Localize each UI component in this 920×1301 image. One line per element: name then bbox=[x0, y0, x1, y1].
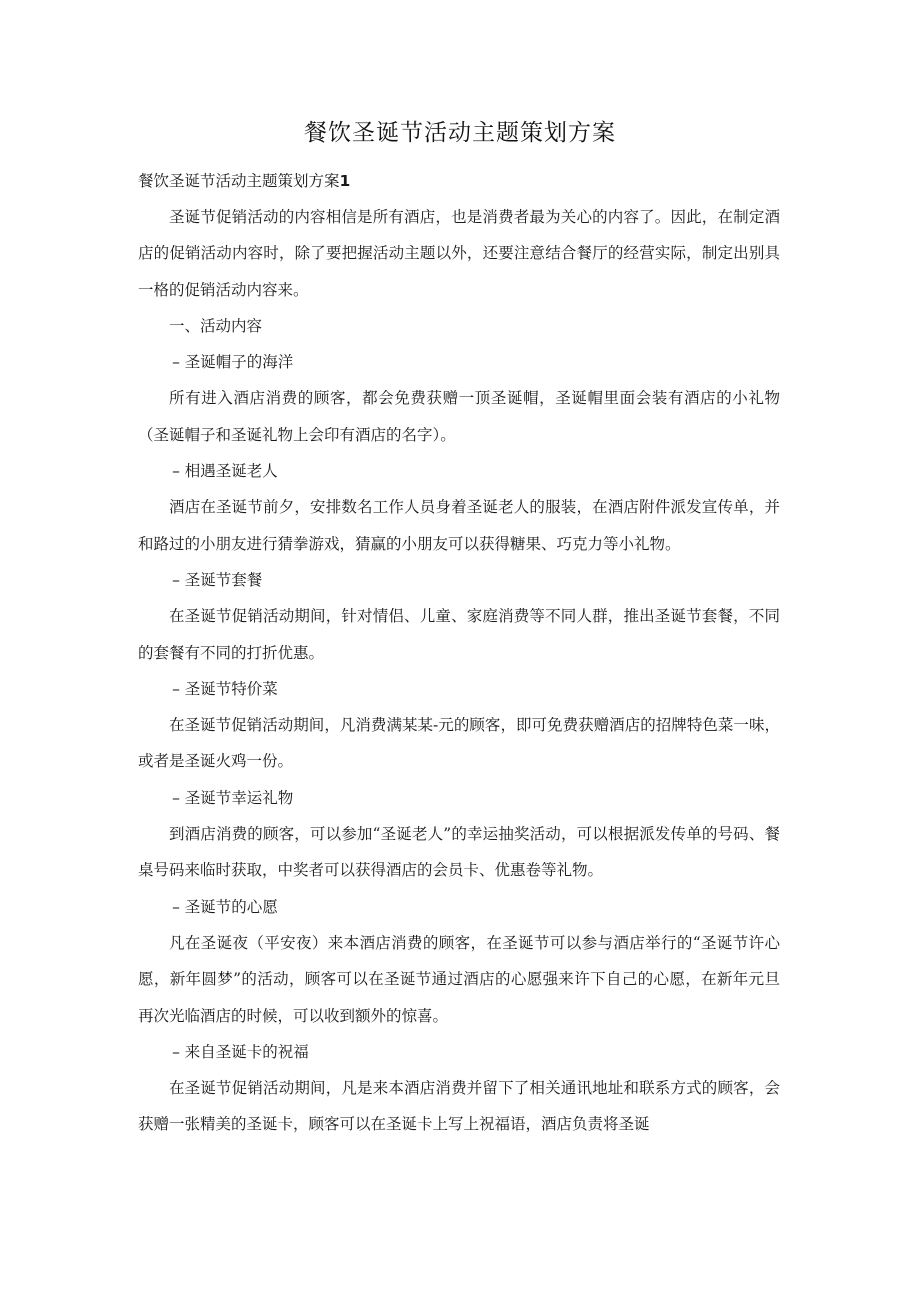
list-item-heading: – 来自圣诞卡的祝福 bbox=[172, 1042, 309, 1061]
list-item-paragraph: 到酒店消费的顾客，可以参加“圣诞老人”的幸运抽奖活动，可以根据派发传单的号码、餐桌号码来临时获取，中奖者可以获得酒店的会员卡、优惠卷等礼物。 bbox=[138, 825, 780, 880]
list-item-paragraph: 在圣诞节促销活动期间，凡是来本酒店消费并留下了相关通讯地址和联系方式的顾客，会获赠一张精美的圣诞卡，顾客可以在圣诞卡上写上祝福语，酒店负责将圣诞 bbox=[138, 1079, 780, 1134]
list-item-paragraph: 酒店在圣诞节前夕，安排数名工作人员身着圣诞老人的服装，在酒店附件派发宣传单，并和路过的小朋友进行猜拳游戏，猜赢的小朋友可以获得糖果、巧克力等小礼物。 bbox=[138, 498, 780, 553]
intro-paragraph: 圣诞节促销活动的内容相信是所有酒店，也是消费者最为关心的内容了。因此，在制定酒店的促销活动内容时，除了要把握活动主题以外，还要注意结合餐厅的经营实际，制定出别具一格的促销活动内容来。 bbox=[138, 208, 780, 299]
list-item-paragraph: 所有进入酒店消费的顾客，都会免费获赠一顶圣诞帽，圣诞帽里面会装有酒店的小礼物（圣诞帽子和圣诞礼物上会印有酒店的名字）。 bbox=[138, 389, 780, 444]
list-item-heading: – 相遇圣诞老人 bbox=[172, 462, 278, 481]
document-body bbox=[138, 199, 780, 1143]
list-item-heading: – 圣诞节特价菜 bbox=[172, 679, 278, 698]
section-heading: 一、活动内容 bbox=[169, 316, 263, 335]
document-subtitle bbox=[138, 169, 350, 191]
list-item-heading: – 圣诞帽子的海洋 bbox=[172, 353, 294, 372]
list-item-heading: – 圣诞节套餐 bbox=[172, 570, 263, 589]
subtitle-text: 餐饮圣诞节活动主题策划方案 bbox=[138, 172, 340, 190]
list-item-heading: – 圣诞节幸运礼物 bbox=[172, 788, 294, 807]
list-item-paragraph: 凡在圣诞夜（平安夜）来本酒店消费的顾客，在圣诞节可以参与酒店举行的“圣诞节许心愿，新年圆梦”的活动，顾客可以在圣诞节通过酒店的心愿强来许下自己的心愿，在新年元旦再次光临酒店的时候，可以收到额外的惊喜。 bbox=[138, 933, 780, 1025]
subtitle-number: 1 bbox=[339, 172, 351, 190]
list-item-heading: – 圣诞节的心愿 bbox=[172, 897, 278, 916]
document-title: 餐饮圣诞节活动主题策划方案 bbox=[304, 120, 616, 146]
list-item-paragraph: 在圣诞节促销活动期间，针对情侣、儿童、家庭消费等不同人群，推出圣诞节套餐，不同的套餐有不同的打折优惠。 bbox=[138, 607, 780, 662]
list-item-paragraph: 在圣诞节促销活动期间，凡消费满某某-元的顾客，即可免费获赠酒店的招牌特色菜一味，或者是圣诞火鸡一份。 bbox=[138, 716, 780, 771]
